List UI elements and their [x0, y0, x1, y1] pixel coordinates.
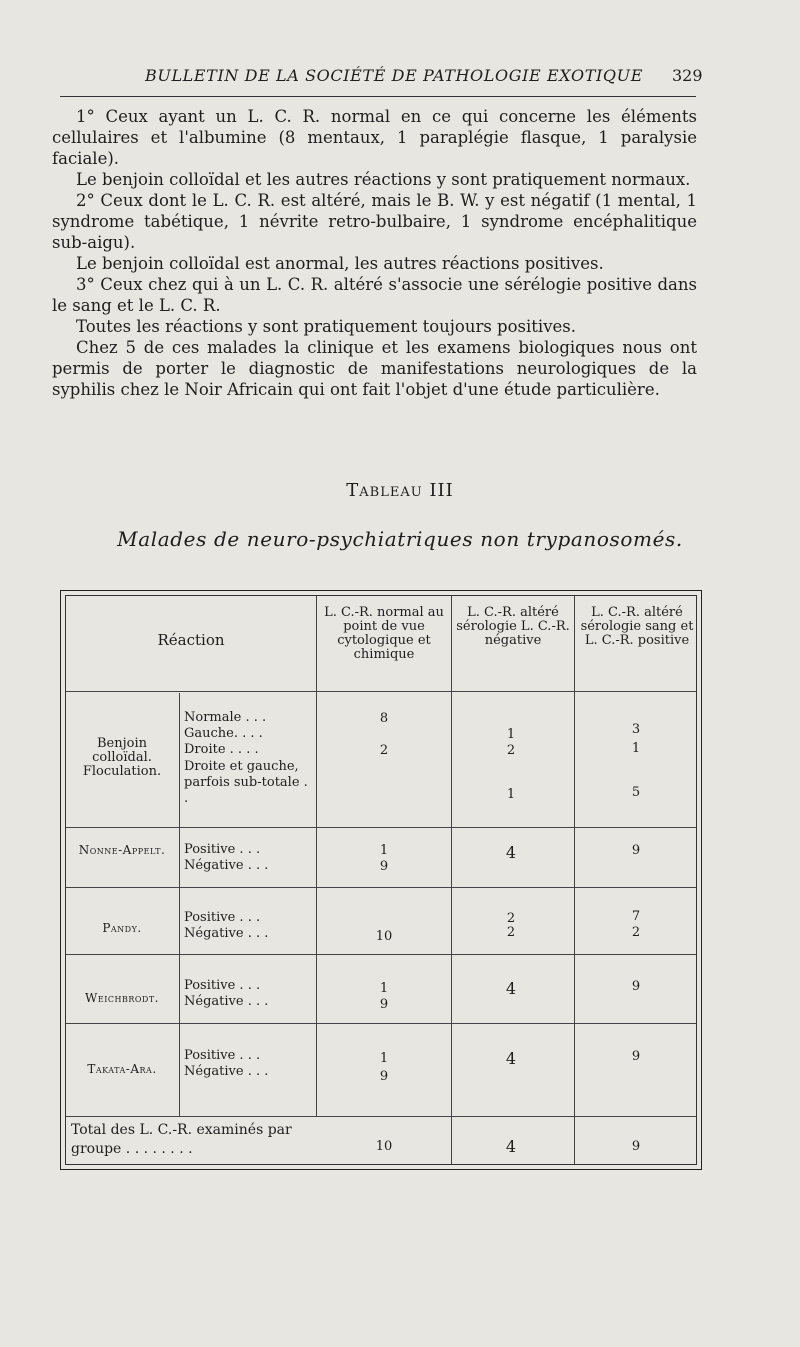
cell-value: 7 [631, 909, 641, 924]
table-subtitle: Malades de neuro-psychiatriques non trypanosomés. [117, 527, 683, 551]
col-divider [316, 596, 317, 1116]
row-divider [66, 887, 696, 888]
total-value: 9 [631, 1139, 641, 1154]
col-divider [451, 596, 452, 1164]
cell-value: 1 [506, 727, 516, 742]
cell-value: 8 [379, 711, 389, 726]
group-label: Takata-Ara. [87, 1062, 157, 1076]
cell-value: 1 [379, 843, 389, 858]
row-divider [66, 1116, 696, 1117]
page-number: 329 [672, 66, 703, 85]
cell-value: 9 [379, 997, 389, 1012]
col-divider [574, 596, 575, 1164]
cell-value: 9 [631, 843, 641, 858]
row-label: Négative . . . [184, 994, 269, 1009]
journal-title: BULLETIN DE LA SOCIÉTÉ DE PATHOLOGIE EXOTIQUE [145, 66, 643, 85]
cell-value: 2 [506, 743, 516, 758]
header-reaction: Réaction [157, 631, 225, 649]
row-divider [66, 954, 696, 955]
cell-value: 4 [505, 1049, 517, 1068]
header-rule [60, 96, 696, 97]
row-label: Positive . . . [184, 910, 261, 925]
cell-value: 1 [379, 1051, 389, 1066]
group-label: Benjoin colloïdal. Floculation. [82, 736, 162, 779]
header-col2: L. C.-R. altéré sérologie L. C.-R. négative [456, 605, 570, 648]
group-label: Nonne-Appelt. [78, 843, 166, 857]
cell-value: 4 [505, 843, 517, 862]
row-divider [66, 1023, 696, 1024]
row-label: Négative . . . [184, 926, 269, 941]
cell-value: 5 [631, 785, 641, 800]
paragraph: 3° Ceux chez qui à un L. C. R. altéré s'associe une sérélogie positive dans le sang et le L. C. R. [52, 275, 697, 315]
cell-value: 2 [506, 911, 516, 926]
row-divider [66, 827, 696, 828]
row-label: Positive . . . [184, 1048, 261, 1063]
row-label: Positive . . . [184, 978, 261, 993]
paragraph: Le benjoin colloïdal est anormal, les autres réactions positives. [76, 254, 604, 273]
paragraph: Toutes les réactions y sont pratiquement toujours positives. [76, 317, 577, 336]
cell-value: 1 [506, 787, 516, 802]
cell-value: 2 [506, 925, 516, 940]
cell-value: 1 [379, 981, 389, 996]
row-label: Positive . . . [184, 842, 261, 857]
cell-value: 2 [379, 743, 389, 758]
paragraph: Chez 5 de ces malades la clinique et les examens biologiques nous ont permis de porter le diagnostic de manifestations neurologiques de la syphilis chez le Noir Africain qui ont fait l'objet d'une étude particulière. [52, 338, 697, 399]
col-divider [179, 693, 180, 1116]
total-value: 4 [505, 1137, 517, 1156]
cell-value: 2 [631, 925, 641, 940]
cell-value: 1 [631, 741, 641, 756]
row-label: Gauche. . . . [184, 726, 263, 741]
group-label: Pandy. [102, 921, 142, 935]
header-col1: L. C.-R. normal au point de vue cytologique et chimique [324, 605, 444, 662]
paragraph: 1° Ceux ayant un L. C. R. normal en ce qui concerne les éléments cellulaires et l'albumine (8 mentaux, 1 paraplégie flasque, 1 paralysie faciale). [52, 107, 697, 168]
paragraph: Le benjoin colloïdal et les autres réactions y sont pratiquement normaux. [76, 170, 691, 189]
cell-value: 10 [375, 929, 393, 944]
row-label: Négative . . . [184, 1064, 269, 1079]
running-header [0, 66, 800, 96]
total-label: Total des L. C.-R. examinés par groupe . . . . . . . . [71, 1122, 292, 1157]
row-label: Normale . . . [184, 710, 267, 725]
group-label: Weichbrodt. [85, 991, 159, 1005]
cell-value: 9 [631, 979, 641, 994]
body-text [52, 106, 697, 400]
cell-value: 9 [379, 859, 389, 874]
cell-value: 9 [631, 1049, 641, 1064]
row-divider [66, 691, 696, 692]
cell-value: 9 [379, 1069, 389, 1084]
row-label: Droite . . . . [184, 742, 259, 757]
table-title [0, 480, 800, 501]
cell-value: 3 [631, 722, 641, 737]
results-table [60, 590, 702, 1170]
total-value: 10 [375, 1139, 393, 1154]
header-col3: L. C.-R. altéré sérologie sang et L. C.-R. positive [580, 605, 694, 648]
row-label: Droite et gauche, parfois sub-totale . . [184, 759, 308, 806]
table-title-text: Tableau III [346, 480, 454, 501]
paragraph: 2° Ceux dont le L. C. R. est altéré, mais le B. W. y est négatif (1 mental, 1 syndrome tabétique, 1 névrite retro-bulbaire, 1 syndrome encéphalitique sub-aigu). [52, 191, 697, 252]
row-label: Négative . . . [184, 858, 269, 873]
cell-value: 4 [505, 979, 517, 998]
